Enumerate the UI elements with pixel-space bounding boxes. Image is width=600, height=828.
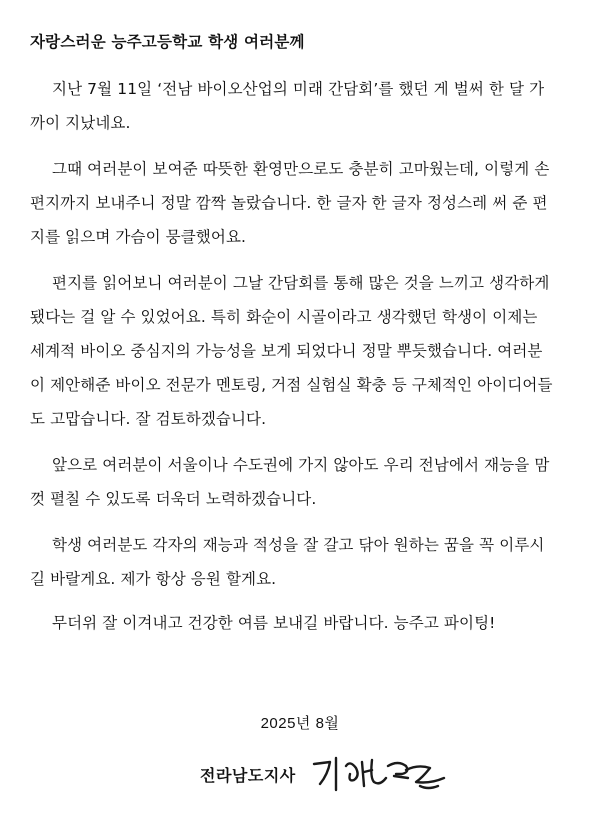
letter-paragraph-6: 무더위 잘 이겨내고 건강한 여름 보내길 바랍니다. 능주고 파이팅! [52, 614, 496, 632]
letter-paragraph-4: 앞으로 여러분이 서울이나 수도권에 가지 않아도 우리 전남에서 재능을 맘껏 펼칠 수 있도록 더욱더 노력하겠습니다. [30, 456, 550, 508]
letter-greeting: 자랑스러운 능주고등학교 학생 여러분께 [30, 33, 305, 51]
letter-paragraph-1: 지난 7월 11일 ‘전남 바이오산업의 미래 간담회’를 했던 게 벌써 한 달 가까이 지났네요. [30, 80, 545, 132]
signoff [200, 752, 456, 796]
handwritten-signature [306, 752, 456, 796]
letter-paragraph-3: 편지를 읽어보니 여러분이 그날 간담회를 통해 많은 것을 느끼고 생각하게 됐다는 걸 알 수 있었어요. 특히 화순이 시골이라고 생각했던 학생이 이제는 세계적 바이오 중심지의 가능성을 보게 되었다니 정말 뿌듯했습니다. 여러분이 제안해준 바이오 전문가 멘토링, 거점 실험실 확충 등 구체적인 아이디어들도 고맙습니다. 잘 검토하겠습니다. [30, 274, 553, 428]
sender-title: 전라남도지사 [200, 765, 296, 785]
letter-paragraph-2: 그때 여러분이 보여준 따뜻한 환영만으로도 충분히 고마웠는데, 이렇게 손 편지까지 보내주니 정말 깜짝 놀랐습니다. 한 글자 한 글자 정성스레 써 준 편지를 읽으며 가슴이 뭉클했어요. [30, 160, 550, 246]
letter-date: 2025년 8월 [260, 715, 340, 732]
letter-paragraph-5: 학생 여러분도 각자의 재능과 적성을 잘 갈고 닦아 원하는 꿈을 꼭 이루시길 바랄게요. 제가 항상 응원 할게요. [30, 536, 545, 588]
